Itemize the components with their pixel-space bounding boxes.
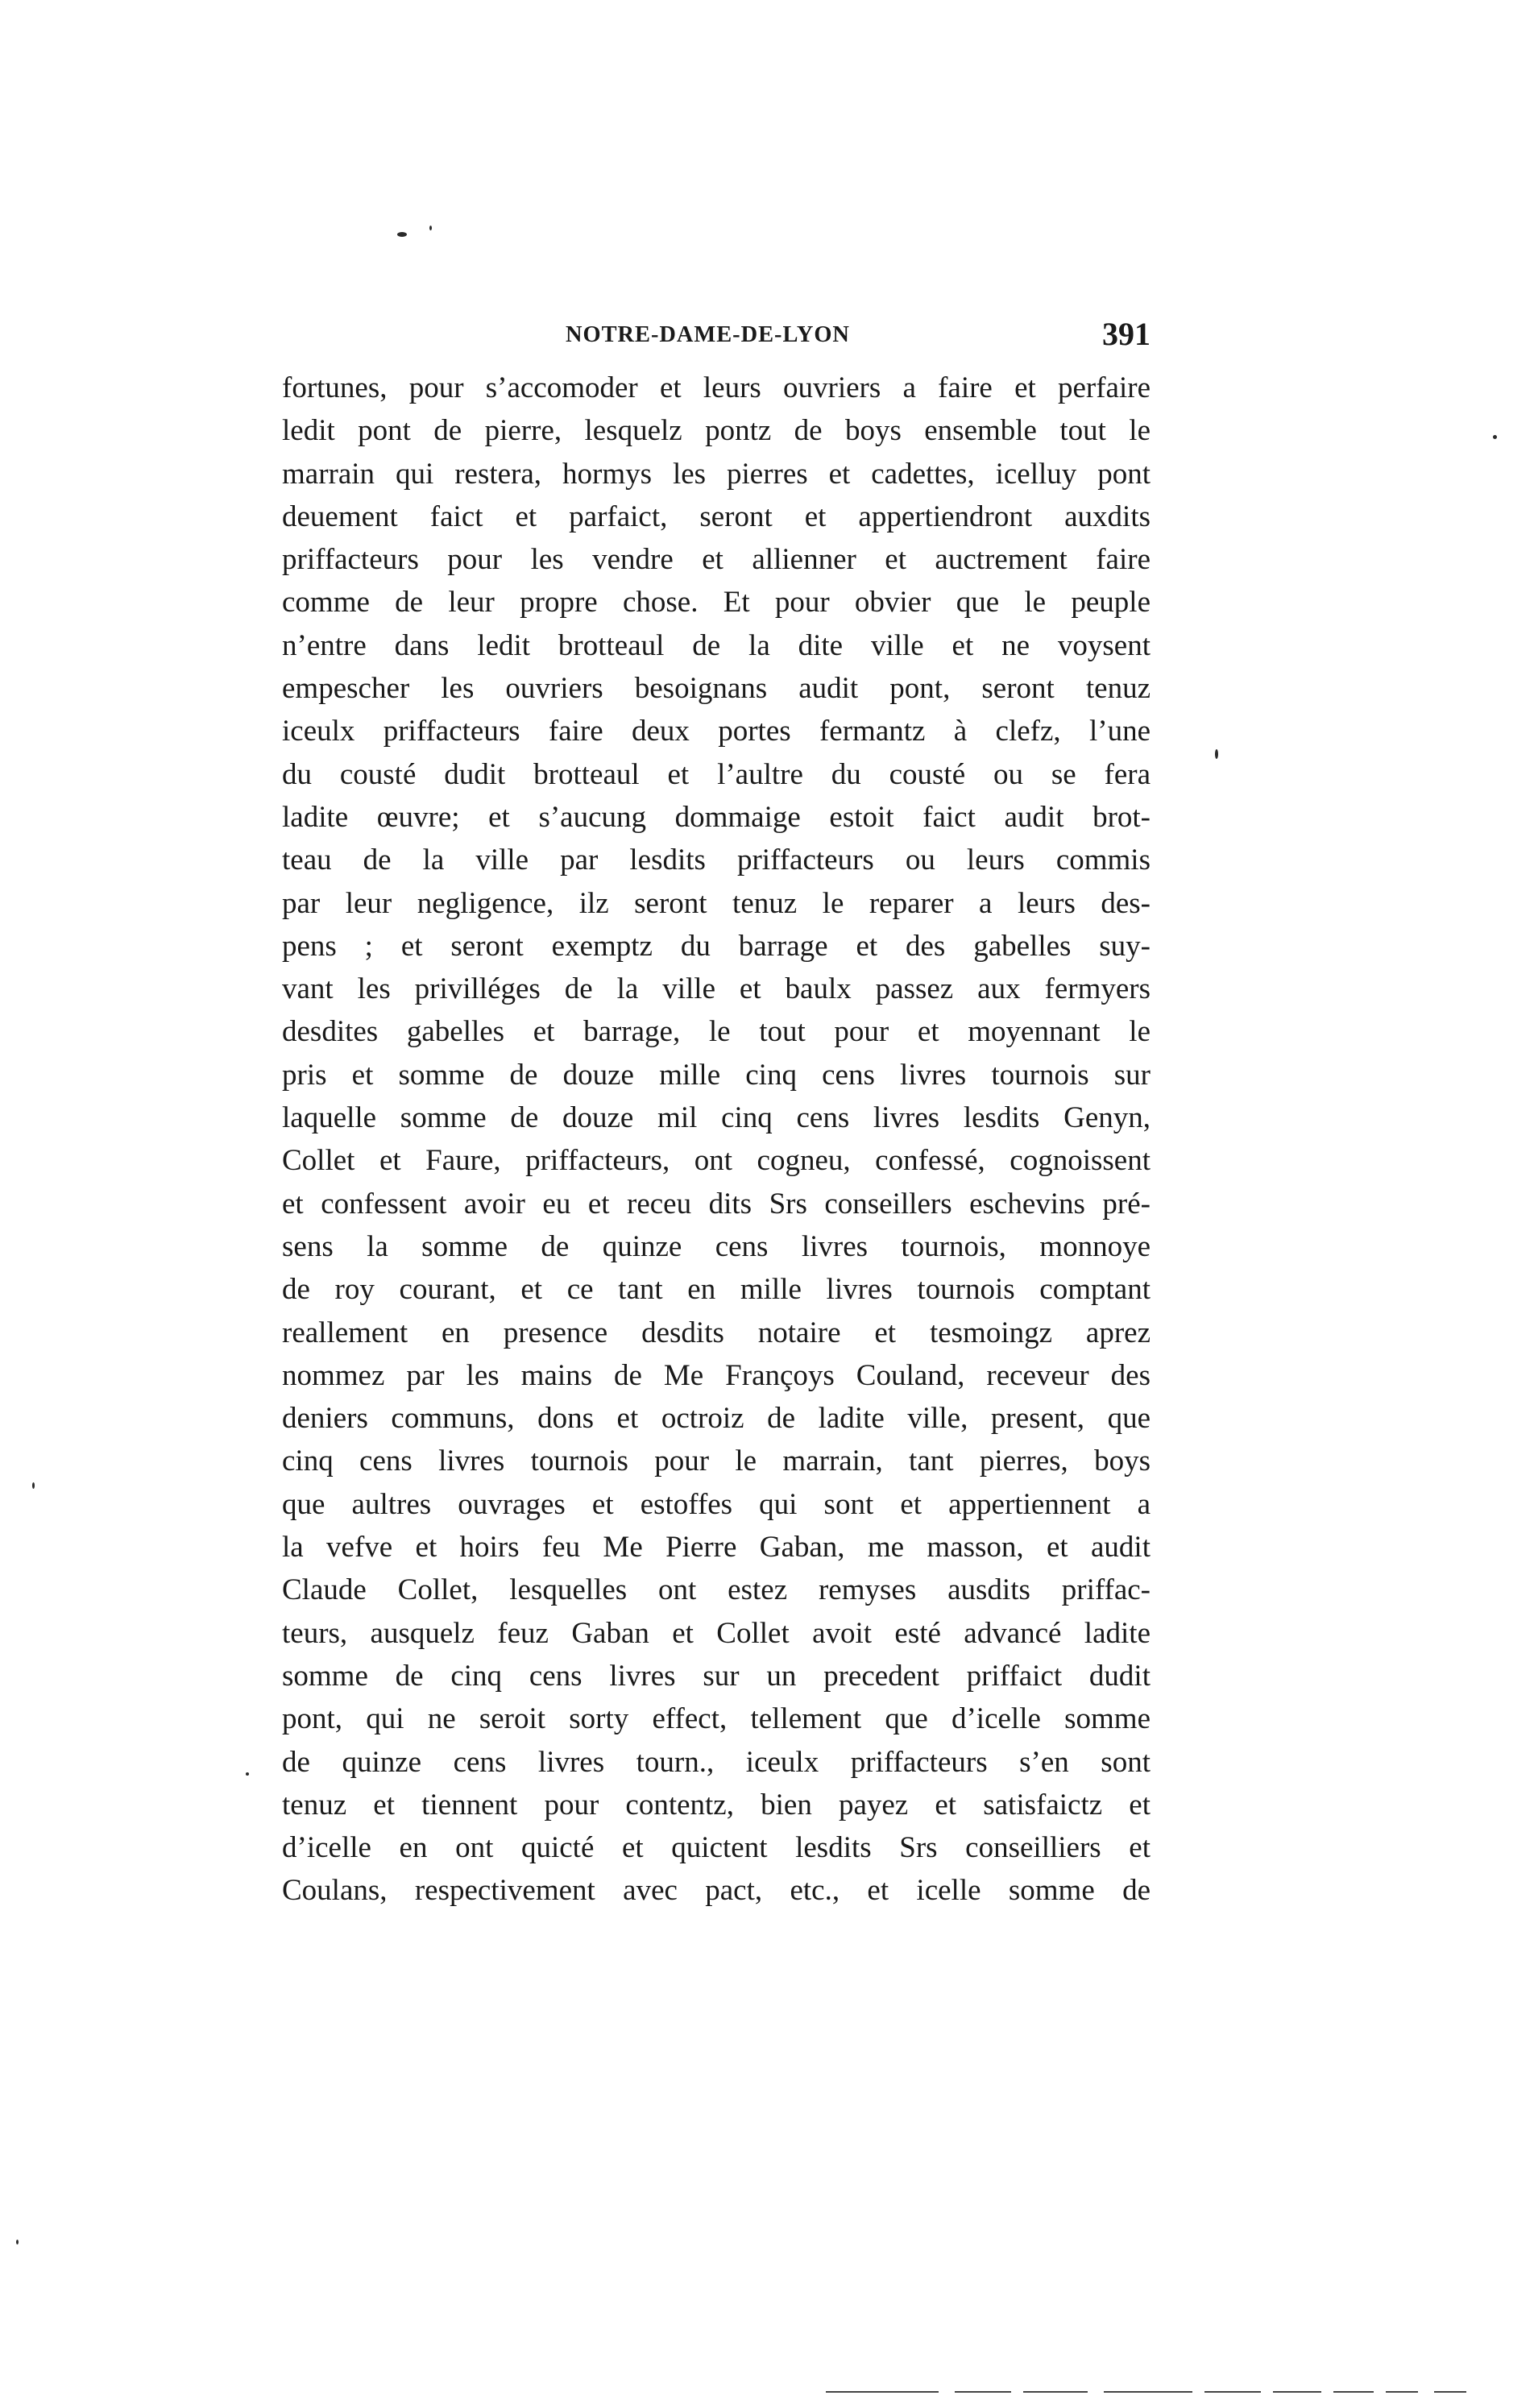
scan-rule bbox=[955, 2391, 1011, 2393]
text-line: tenuz et tiennent pour contentz, bien payez et satisfaictz et bbox=[282, 1788, 1150, 1822]
scan-rule bbox=[1023, 2391, 1088, 2393]
text-line: laquelle somme de douze mil cinq cens livres lesdits Genyn, bbox=[282, 1101, 1150, 1135]
text-line: pens ; et seront exemptz du barrage et des gabelles suy- bbox=[282, 929, 1150, 963]
scan-speck bbox=[429, 226, 432, 230]
text-line: nommez par les mains de Me Françoys Couland, receveur des bbox=[282, 1358, 1150, 1392]
scan-rule bbox=[1204, 2391, 1261, 2393]
text-line: teau de la ville par lesdits priffacteurs ou leurs commis bbox=[282, 843, 1150, 877]
text-line: de roy courant, et ce tant en mille livres tournois comptant bbox=[282, 1273, 1150, 1307]
running-title: NOTRE-DAME-DE-LYON bbox=[566, 321, 850, 347]
text-line: du cousté dudit brotteaul et l’aultre du cousté ou se fera bbox=[282, 757, 1150, 791]
scan-rule bbox=[1386, 2391, 1418, 2393]
text-line: que aultres ouvrages et estoffes qui sont et appertiennent a bbox=[282, 1487, 1150, 1521]
text-line: de quinze cens livres tourn., iceulx priffacteurs s’en sont bbox=[282, 1745, 1150, 1779]
text-line: Claude Collet, lesquelles ont estez remyses ausdits priffac- bbox=[282, 1573, 1150, 1607]
scan-rule bbox=[826, 2391, 939, 2393]
scan-rule bbox=[1434, 2391, 1466, 2393]
text-line: vant les privilléges de la ville et baulx passez aux fermyers bbox=[282, 972, 1150, 1006]
text-line: comme de leur propre chose. Et pour obvier que le peuple bbox=[282, 586, 1150, 620]
body-text bbox=[282, 367, 1150, 1913]
text-line: deuement faict et parfaict, seront et appertiendront auxdits bbox=[282, 499, 1150, 533]
scan-rule bbox=[1333, 2391, 1374, 2393]
text-line: somme de cinq cens livres sur un precedent priffaict dudit bbox=[282, 1659, 1150, 1693]
text-line: desdites gabelles et barrage, le tout pour et moyennant le bbox=[282, 1015, 1150, 1049]
text-line: Collet et Faure, priffacteurs, ont cogneu, confessé, cognoissent bbox=[282, 1144, 1150, 1178]
text-line: n’entre dans ledit brotteaul de la dite ville et ne voysent bbox=[282, 628, 1150, 662]
text-line: deniers communs, dons et octroiz de ladite ville, present, que bbox=[282, 1402, 1150, 1436]
text-line: d’icelle en ont quicté et quictent lesdits Srs conseilliers et bbox=[282, 1831, 1150, 1865]
text-line: pont, qui ne seroit sorty effect, tellement que d’icelle somme bbox=[282, 1702, 1150, 1736]
scan-rule bbox=[1104, 2391, 1192, 2393]
scan-speck bbox=[246, 1772, 249, 1776]
page-number: 391 bbox=[1102, 316, 1150, 352]
text-line: priffacteurs pour les vendre et allienner et auctrement faire bbox=[282, 543, 1150, 577]
text-line: reallement en presence desdits notaire et tesmoingz aprez bbox=[282, 1316, 1150, 1349]
text-line: et confessent avoir eu et receu dits Srs conseillers eschevins pré- bbox=[282, 1187, 1150, 1221]
text-line: ladite œuvre; et s’aucung dommaige estoit faict audit brot- bbox=[282, 800, 1150, 834]
text-line: pris et somme de douze mille cinq cens livres tournois sur bbox=[282, 1058, 1150, 1092]
scan-speck bbox=[32, 1482, 35, 1489]
scan-speck bbox=[16, 2240, 19, 2244]
scan-speck bbox=[397, 232, 407, 237]
text-line: fortunes, pour s’accomoder et leurs ouvriers a faire et perfaire bbox=[282, 371, 1150, 404]
text-line: empescher les ouvriers besoignans audit pont, seront tenuz bbox=[282, 672, 1150, 706]
text-line: marrain qui restera, hormys les pierres et cadettes, icelluy pont bbox=[282, 457, 1150, 491]
text-line: par leur negligence, ilz seront tenuz le reparer a leurs des- bbox=[282, 886, 1150, 920]
text-line: cinq cens livres tournois pour le marrain, tant pierres, boys bbox=[282, 1444, 1150, 1478]
text-line: iceulx priffacteurs faire deux portes fermantz à clefz, l’une bbox=[282, 715, 1150, 748]
text-line: la vefve et hoirs feu Me Pierre Gaban, me masson, et audit bbox=[282, 1531, 1150, 1565]
text-line: sens la somme de quinze cens livres tournois, monnoye bbox=[282, 1229, 1150, 1263]
page-header bbox=[282, 318, 1150, 367]
text-line: ledit pont de pierre, lesquelz pontz de boys ensemble tout le bbox=[282, 414, 1150, 448]
scan-rule bbox=[1273, 2391, 1321, 2393]
text-line: teurs, ausquelz feuz Gaban et Collet avoit esté advancé ladite bbox=[282, 1616, 1150, 1650]
scan-speck bbox=[1493, 435, 1497, 439]
scan-speck bbox=[1215, 749, 1218, 759]
text-line: Coulans, respectivement avec pact, etc., et icelle somme de bbox=[282, 1874, 1150, 1908]
